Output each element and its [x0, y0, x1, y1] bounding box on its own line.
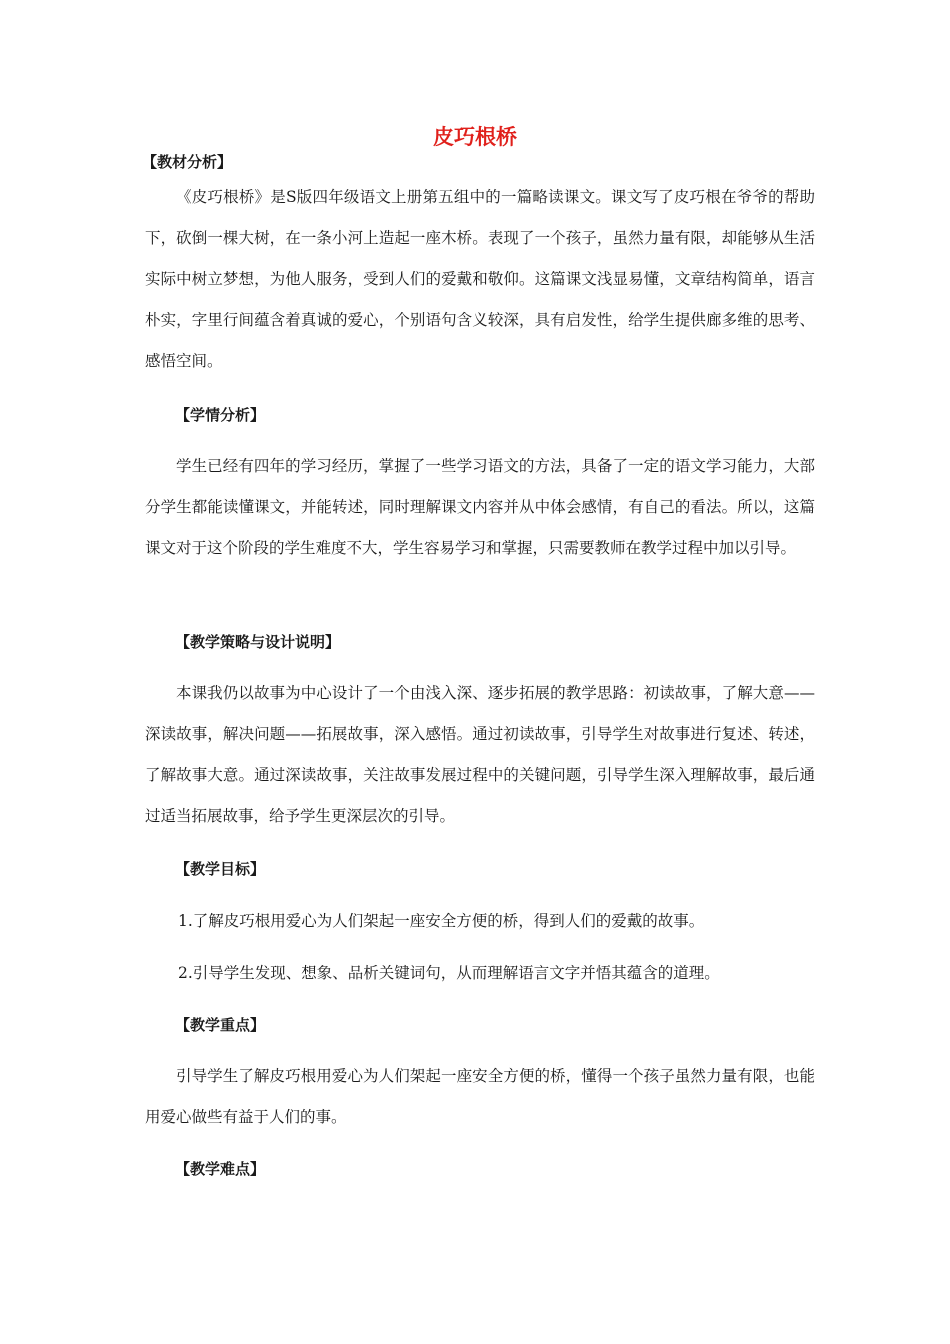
goal-item-2: 2.引导学生发现、想象、品析关键词句，从而理解语言文字并悟其蕴含的道理。 — [178, 964, 720, 982]
heading-teaching-strategy: 【教学策略与设计说明】 — [175, 633, 341, 651]
paragraph-teaching-strategy: 本课我仍以故事为中心设计了一个由浅入深、逐步拓展的教学思路：初读故事，了解大意——深读故事，解决问题——拓展故事，深入感悟。通过初读故事，引导学生对故事进行复述、转述，了解故事大意。通过深读故事，关注故事发展过程中的关键问题，引导学生深入理解故事，最后通过适当拓展故事，给予学生更深层次的引导。 — [145, 684, 815, 825]
heading-key-points: 【教学重点】 — [175, 1016, 266, 1034]
paragraph-key-points: 引导学生了解皮巧根用爱心为人们架起一座安全方便的桥，懂得一个孩子虽然力量有限，也能用爱心做些有益于人们的事。 — [145, 1067, 815, 1126]
heading-student-analysis: 【学情分析】 — [175, 406, 266, 424]
heading-difficulties: 【教学难点】 — [175, 1160, 266, 1178]
paragraph-material-analysis: 《皮巧根桥》是S版四年级语文上册第五组中的一篇略读课文。课文写了皮巧根在爷爷的帮助下，砍倒一棵大树，在一条小河上造起一座木桥。表现了一个孩子，虽然力量有限，却能够从生活实际中树立梦想，为他人服务，受到人们的爱戴和敬仰。这篇课文浅显易懂，文章结构简单，语言朴实，字里行间蕴含着真诚的爱心，个别语句含义较深，具有启发性，给学生提供廊多维的思考、感悟空间。 — [145, 188, 815, 370]
document-title: 皮巧根桥 — [433, 125, 517, 149]
paragraph-student-analysis: 学生已经有四年的学习经历，掌握了一些学习语文的方法，具备了一定的语文学习能力，大部分学生都能读懂课文，并能转述，同时理解课文内容并从中体会感情，有自己的看法。所以，这篇课文对于这个阶段的学生难度不大，学生容易学习和掌握，只需要教师在教学过程中加以引导。 — [145, 457, 815, 557]
goal-item-1: 1.了解皮巧根用爱心为人们架起一座安全方便的桥，得到人们的爱戴的故事。 — [178, 912, 705, 930]
heading-teaching-goals: 【教学目标】 — [175, 860, 266, 878]
heading-material-analysis: 【教材分析】 — [142, 153, 233, 171]
